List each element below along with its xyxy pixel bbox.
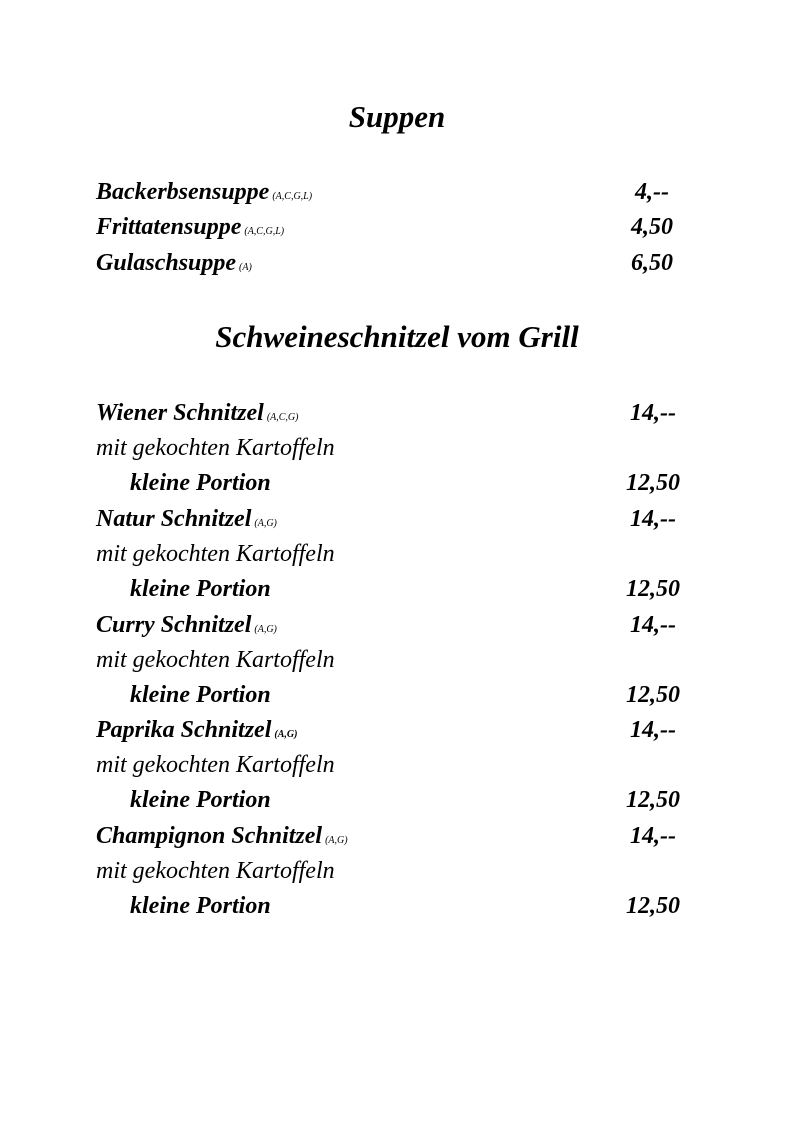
menu-item-wiener-schnitzel xyxy=(96,395,696,431)
side-text: mit gekochten Kartoffeln xyxy=(96,435,335,461)
menu-item-backerbsensuppe xyxy=(96,174,696,210)
item-price: 4,-- xyxy=(635,179,669,205)
menu-item-champignon-schnitzel xyxy=(96,818,696,854)
item-allergens: (A,G) xyxy=(254,518,277,529)
item-side-description xyxy=(96,747,696,783)
section-title-suppen: Suppen xyxy=(348,99,446,134)
item-price: 14,-- xyxy=(630,400,676,426)
small-portion-row xyxy=(96,465,696,501)
menu-item-natur-schnitzel xyxy=(96,501,696,537)
item-allergens: (A,C,G,L) xyxy=(272,191,313,202)
item-side-description xyxy=(96,853,696,889)
item-price: 14,-- xyxy=(630,823,676,849)
item-name: Paprika Schnitzel xyxy=(96,717,272,743)
item-allergens: (A,G) xyxy=(254,624,277,635)
menu-item-curry-schnitzel xyxy=(96,607,696,643)
item-side-description xyxy=(96,642,696,678)
small-portion-price: 12,50 xyxy=(626,787,680,813)
item-price: 4,50 xyxy=(631,214,673,240)
item-name: Backerbsensuppe xyxy=(96,179,270,205)
small-portion-price: 12,50 xyxy=(626,576,680,602)
item-name: Natur Schnitzel xyxy=(96,506,252,532)
item-name: Wiener Schnitzel xyxy=(96,400,264,426)
small-portion-price: 12,50 xyxy=(626,470,680,496)
item-allergens: (A,C,G,L) xyxy=(244,226,285,237)
small-portion-row xyxy=(96,571,696,607)
small-portion-row xyxy=(96,677,696,713)
small-portion-label: kleine Portion xyxy=(130,787,271,813)
section-title-schnitzel: Schweineschnitzel vom Grill xyxy=(215,319,579,354)
small-portion-label: kleine Portion xyxy=(130,576,271,602)
small-portion-price: 12,50 xyxy=(626,893,680,919)
item-price: 14,-- xyxy=(630,506,676,532)
item-allergens: (A,G) xyxy=(274,729,298,740)
item-side-description xyxy=(96,430,696,466)
small-portion-label: kleine Portion xyxy=(130,893,271,919)
menu-item-paprika-schnitzel xyxy=(96,712,696,748)
small-portion-price: 12,50 xyxy=(626,682,680,708)
side-text: mit gekochten Kartoffeln xyxy=(96,541,335,567)
menu-item-frittatensuppe xyxy=(96,209,696,245)
small-portion-label: kleine Portion xyxy=(130,470,271,496)
small-portion-label: kleine Portion xyxy=(130,682,271,708)
item-name: Frittatensuppe xyxy=(96,214,242,240)
item-name: Gulaschsuppe xyxy=(96,250,237,276)
item-side-description xyxy=(96,536,696,572)
menu-item-gulaschsuppe xyxy=(96,245,696,281)
side-text: mit gekochten Kartoffeln xyxy=(96,647,335,673)
small-portion-row xyxy=(96,782,696,818)
item-allergens: (A,C,G) xyxy=(266,412,299,423)
item-allergens: (A) xyxy=(239,262,252,273)
side-text: mit gekochten Kartoffeln xyxy=(96,858,335,884)
side-text: mit gekochten Kartoffeln xyxy=(96,752,335,778)
item-price: 6,50 xyxy=(631,250,673,276)
small-portion-row xyxy=(96,888,696,924)
item-price: 14,-- xyxy=(630,717,676,743)
item-name: Champignon Schnitzel xyxy=(96,823,323,849)
item-name: Curry Schnitzel xyxy=(96,612,252,638)
item-allergens: (A,G) xyxy=(325,835,348,846)
item-price: 14,-- xyxy=(630,612,676,638)
